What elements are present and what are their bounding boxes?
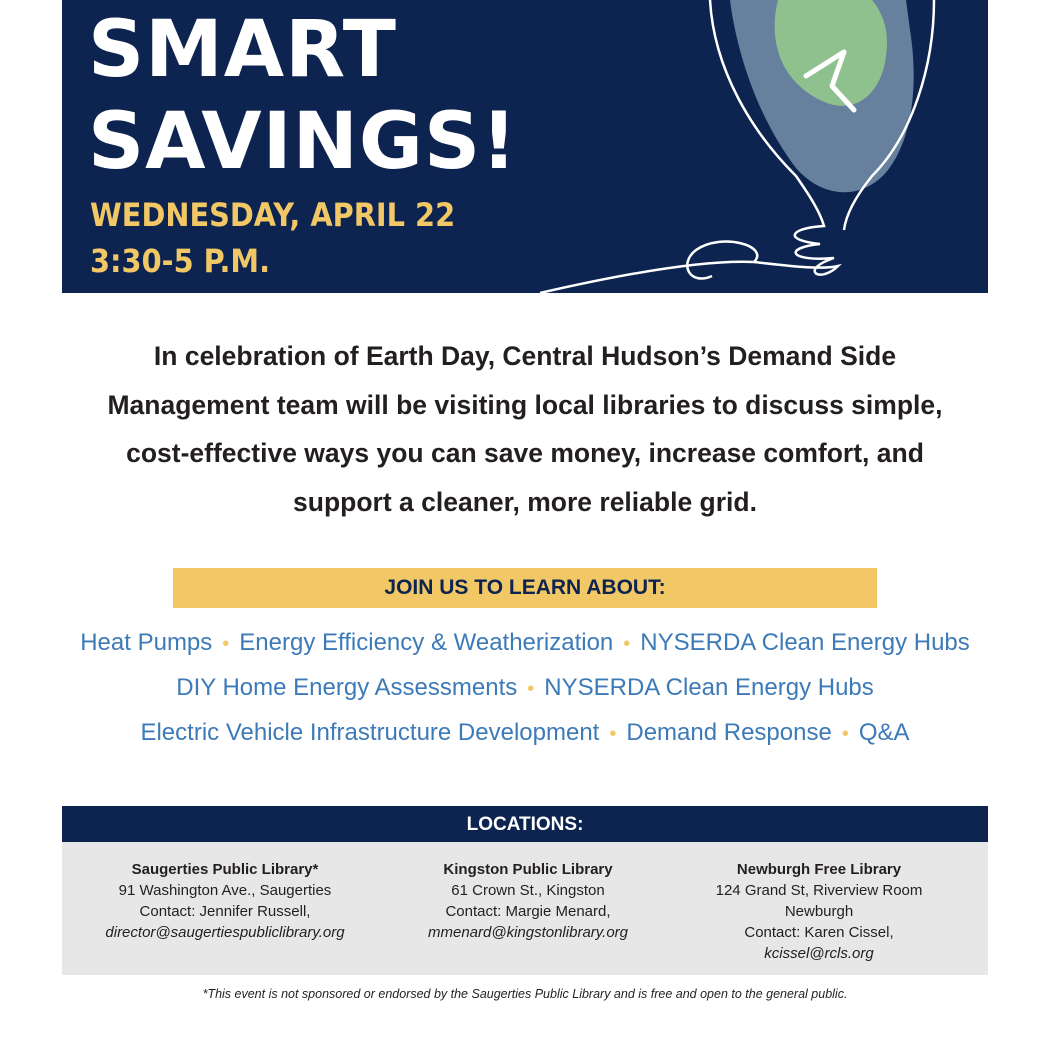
topic-heat-pumps: Heat Pumps (80, 629, 213, 656)
library-contact: Contact: Margie Menard, (445, 903, 611, 920)
disclaimer-footnote: *This event is not sponsored or endorsed by the Saugerties Public Library and is free and open to the general public. (202, 987, 848, 1001)
topic-qa: Q&A (858, 719, 910, 746)
library-name: Saugerties Public Library* (131, 861, 319, 878)
library-contact: Contact: Karen Cissel, (744, 924, 894, 941)
title-line-2: SAVINGS! (88, 97, 518, 187)
library-email[interactable]: kcissel@rcls.org (764, 945, 874, 962)
bullet-separator: • (841, 723, 849, 745)
lightbulb-leaf-icon (520, 0, 988, 293)
locations-panel (62, 842, 988, 975)
event-title (88, 4, 518, 188)
event-datetime (90, 192, 455, 284)
library-address: 61 Crown St., Kingston (451, 882, 605, 899)
topic-nyserda-hubs: NYSERDA Clean Energy Hubs (640, 629, 970, 656)
intro-paragraph: In celebration of Earth Day, Central Hudson’s Demand Side Management team will be visiting local libraries to discuss simple, cost-effective ways you can save money, increase comfort, and support a cleaner, more reliable grid. (107, 341, 943, 517)
library-name: Newburgh Free Library (736, 861, 902, 878)
bullet-separator: • (609, 723, 617, 745)
event-time: 3:30-5 P.M. (90, 242, 271, 280)
title-line-1: SMART (88, 5, 397, 95)
library-email[interactable]: mmenard@kingstonlibrary.org (427, 924, 629, 941)
locations-heading: LOCATIONS: (62, 806, 988, 842)
topic-ev-infrastructure: Electric Vehicle Infrastructure Development (140, 719, 600, 746)
event-date: WEDNESDAY, APRIL 22 (90, 196, 456, 234)
topics-row (40, 666, 1010, 711)
topics-row (40, 621, 1010, 666)
topic-energy-efficiency: Energy Efficiency & Weatherization (239, 629, 614, 656)
location-newburgh (704, 859, 934, 964)
topic-demand-response: Demand Response (626, 719, 832, 746)
topic-nyserda-hubs: NYSERDA Clean Energy Hubs (544, 674, 874, 701)
bullet-separator: • (623, 633, 631, 655)
location-kingston (408, 859, 648, 943)
topics-list (40, 621, 1010, 756)
library-contact: Contact: Jennifer Russell, (139, 903, 311, 920)
library-address: 91 Washington Ave., Saugerties (118, 882, 332, 899)
topics-row (40, 711, 1010, 756)
learn-about-heading: JOIN US TO LEARN ABOUT: (173, 568, 877, 608)
bullet-separator: • (527, 678, 535, 700)
library-name: Kingston Public Library (443, 861, 613, 878)
location-saugerties (90, 859, 360, 943)
library-email[interactable]: director@saugertiespubliclibrary.org (105, 924, 345, 941)
topic-diy-assessments: DIY Home Energy Assessments (176, 674, 518, 701)
library-address-city: Newburgh (784, 903, 854, 920)
library-address: 124 Grand St, Riverview Room (715, 882, 923, 899)
bullet-separator: • (222, 633, 230, 655)
